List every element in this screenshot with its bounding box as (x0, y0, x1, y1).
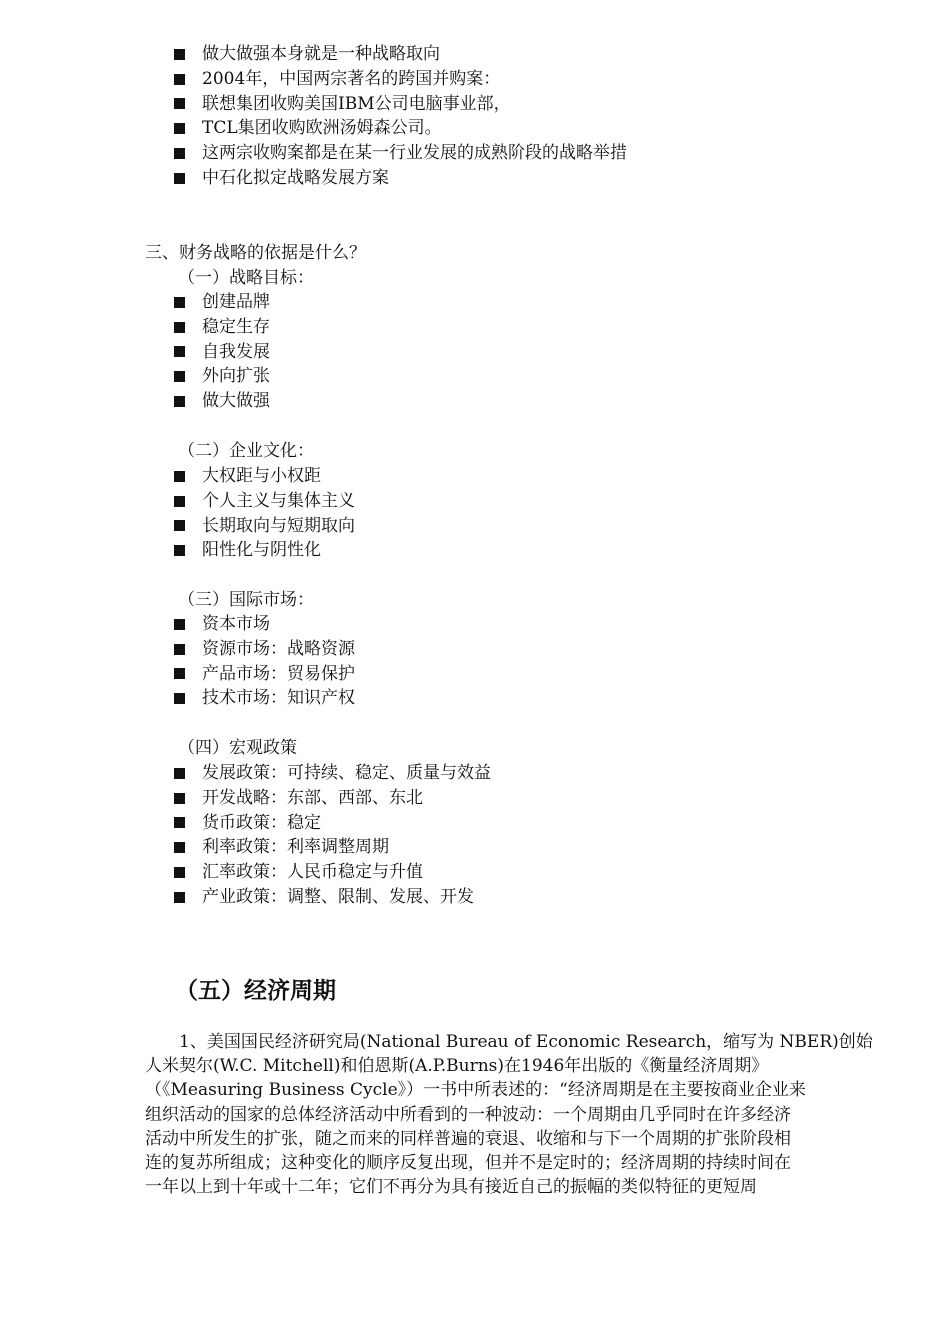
list-item-text: 资本市场 (202, 614, 270, 634)
list-item (174, 761, 491, 786)
list-item (174, 340, 270, 365)
square-bullet-icon (174, 768, 185, 779)
list-item (174, 835, 491, 860)
list-item-text: 中石化拟定战略发展方案 (202, 167, 389, 188)
culture-list (174, 464, 355, 563)
list-item-text: 创建品牌 (202, 292, 270, 312)
list-item (174, 686, 355, 711)
list-item (174, 290, 270, 315)
square-bullet-icon (174, 693, 185, 704)
list-item-text: 资源市场：战略资源 (202, 638, 355, 659)
paragraph-line: 一年以上到十年或十二年；它们不再分为具有接近自己的振幅的类似特征的更短周 (145, 1177, 757, 1198)
square-bullet-icon (174, 520, 185, 531)
list-item-text: 货币政策：稳定 (202, 812, 321, 833)
square-bullet-icon (174, 371, 185, 382)
list-item (174, 141, 627, 166)
paragraph-line: 活动中所发生的扩张，随之而来的同样普遍的衰退、收缩和与下一个周期的扩张阶段相 (145, 1128, 791, 1149)
square-bullet-icon (174, 793, 185, 804)
list-item-text: 做大做强 (202, 391, 270, 412)
square-bullet-icon (174, 471, 185, 482)
paragraph-line: 1、美国国民经济研究局(National Bureau of Economic Research，缩写为 NBER)创始 (179, 1032, 873, 1052)
list-item-text: 技术市场：知识产权 (202, 688, 355, 709)
list-item-text: 2004年，中国两宗著名的跨国并购案： (202, 68, 501, 89)
list-item-text: TCL集团收购欧洲汤姆森公司。 (202, 118, 442, 139)
goals-subheading: （一）战略目标： (178, 268, 314, 288)
square-bullet-icon (174, 297, 185, 308)
list-item-text: 产业政策：调整、限制、发展、开发 (202, 886, 474, 907)
list-item-text: 外向扩张 (202, 366, 270, 387)
list-item-text: 发展政策：可持续、稳定、质量与效益 (202, 763, 491, 783)
square-bullet-icon (174, 396, 185, 407)
list-item (174, 514, 355, 539)
list-item-text: 联想集团收购美国IBM公司电脑事业部， (202, 93, 511, 114)
list-item-text: 长期取向与短期取向 (202, 515, 355, 536)
paragraph-line: 人米契尔(W.C. Mitchell)和伯恩斯(A.P.Burns)在1946年出版的《衡量经济周期》 (145, 1056, 769, 1077)
list-item (174, 42, 627, 67)
macro-policy-list (174, 761, 491, 910)
square-bullet-icon (174, 322, 185, 333)
list-item-text: 开发战略：东部、西部、东北 (202, 787, 423, 808)
list-item-text: 大权距与小权距 (202, 466, 321, 486)
macro-policy-subheading: （四）宏观政策 (178, 738, 297, 758)
square-bullet-icon (174, 867, 185, 878)
list-item (174, 166, 627, 191)
list-item (174, 885, 491, 910)
list-item (174, 662, 355, 687)
list-item-text: 个人主义与集体主义 (202, 490, 355, 511)
culture-subheading: （二）企业文化： (178, 441, 314, 461)
list-item-text: 利率政策：利率调整周期 (202, 837, 389, 858)
list-item (174, 464, 355, 489)
list-item-text: 这两宗收购案都是在某一行业发展的成熟阶段的战略举措 (202, 143, 627, 164)
section-5-heading: （五）经济周期 (175, 978, 336, 1004)
square-bullet-icon (174, 817, 185, 828)
intl-market-list (174, 612, 355, 711)
list-item (174, 489, 355, 514)
square-bullet-icon (174, 74, 185, 85)
square-bullet-icon (174, 644, 185, 655)
goals-list (174, 290, 270, 414)
paragraph-line: 组织活动的国家的总体经济活动中所看到的一种波动：一个周期由几乎同时在许多经济 (145, 1104, 791, 1125)
square-bullet-icon (174, 668, 185, 679)
list-item (174, 389, 270, 414)
square-bullet-icon (174, 892, 185, 903)
top-bullet-list (174, 42, 627, 191)
list-item (174, 637, 355, 662)
list-item (174, 116, 627, 141)
square-bullet-icon (174, 496, 185, 507)
square-bullet-icon (174, 346, 185, 357)
list-item (174, 364, 270, 389)
list-item-text: 产品市场：贸易保护 (202, 663, 355, 684)
list-item (174, 860, 491, 885)
square-bullet-icon (174, 123, 185, 134)
list-item (174, 811, 491, 836)
list-item-text: 稳定生存 (202, 316, 270, 337)
section-3-heading: 三、财务战略的依据是什么？ (145, 243, 366, 263)
square-bullet-icon (174, 148, 185, 159)
intl-market-subheading: （三）国际市场： (178, 590, 314, 610)
list-item-text: 汇率政策：人民币稳定与升值 (202, 862, 423, 883)
list-item-text: 自我发展 (202, 341, 270, 362)
square-bullet-icon (174, 842, 185, 853)
economic-cycle-paragraph (145, 1030, 879, 1199)
list-item-text: 阳性化与阴性化 (202, 540, 321, 561)
square-bullet-icon (174, 49, 185, 60)
paragraph-line: 连的复苏所组成；这种变化的顺序反复出现，但并不是定时的；经济周期的持续时间在 (145, 1153, 791, 1174)
paragraph-line: （《Measuring Business Cycle》）一书中所表述的：“经济周期是在主要按商业企业来 (145, 1080, 806, 1101)
list-item (174, 538, 355, 563)
square-bullet-icon (174, 545, 185, 556)
square-bullet-icon (174, 619, 185, 630)
list-item (174, 67, 627, 92)
list-item (174, 92, 627, 117)
list-item-text: 做大做强本身就是一种战略取向 (202, 44, 440, 64)
list-item (174, 612, 355, 637)
list-item (174, 786, 491, 811)
list-item (174, 315, 270, 340)
square-bullet-icon (174, 98, 185, 109)
square-bullet-icon (174, 173, 185, 184)
